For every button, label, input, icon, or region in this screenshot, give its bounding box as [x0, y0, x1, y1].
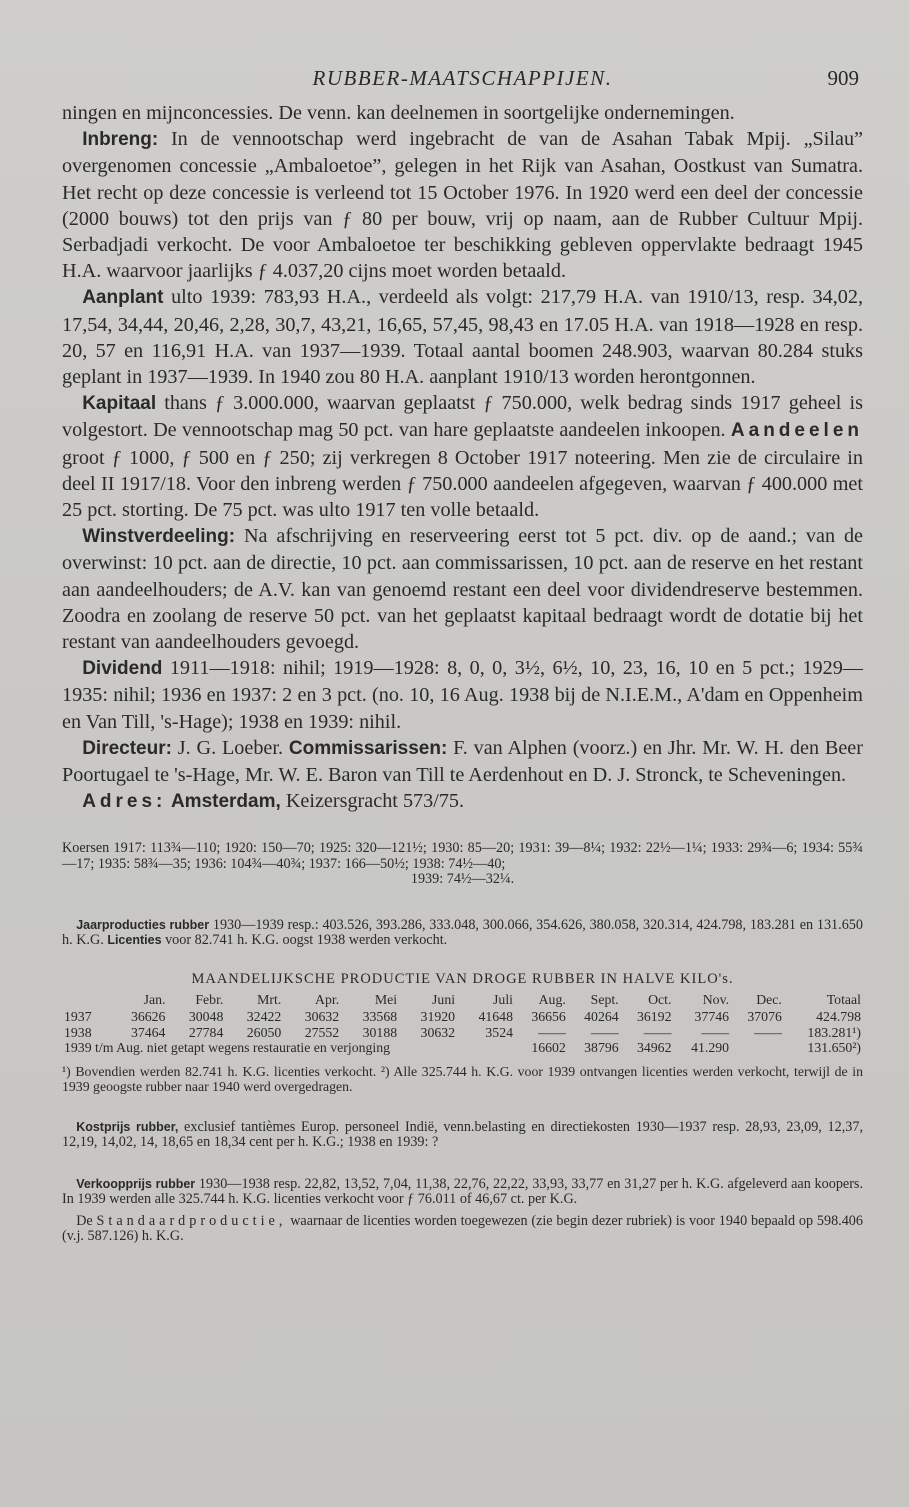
table-cell: 37746 — [694, 1009, 730, 1025]
header-cell: Nov. — [702, 991, 730, 1007]
header-cell: Febr. — [195, 991, 224, 1007]
licenties-label: Licenties — [107, 933, 162, 948]
table-cell: 27784 — [188, 1024, 224, 1040]
adres-label: Adres: — [82, 791, 167, 813]
directeur-label: Directeur: — [82, 737, 172, 759]
table-cell: 27552 — [304, 1024, 340, 1040]
table-cell: 36192 — [636, 1009, 672, 1025]
header-cell: Jan. — [143, 991, 166, 1007]
verkoopprijs-block — [62, 1177, 863, 1208]
table-row — [62, 1025, 863, 1041]
table-title: MAANDELIJKSCHE PRODUCTIE VAN DROGE RUBBER IN HALVE KILO's. — [191, 970, 734, 987]
header-cell — [62, 992, 110, 1010]
winstverdeeling-label: Winstverdeeling: — [82, 526, 236, 548]
verkoopprijs-text: 1930—1938 resp. 22,82, 13,52, 7,04, 11,38, 22,76, 22,22, 33,93, 33,77 en 31,27 per h. K.G. afgeleverd aan koopers. In 1939 werden alle 325.744 h. K.G. licenties verkocht voor ƒ 76.011 of 46,67 ct. per K.G. — [62, 1175, 863, 1208]
licenties-text: voor 82.741 h. K.G. oogst 1938 werden verkocht. — [161, 932, 448, 949]
table-cell: 30188 — [362, 1024, 398, 1040]
paragraph-kapitaal — [62, 390, 863, 523]
table-cell: 36656 — [531, 1009, 566, 1025]
table-cell: 16602 — [531, 1040, 566, 1056]
table-cell: 37076 — [747, 1009, 782, 1025]
table-cell: 38796 — [584, 1040, 619, 1056]
paragraph-directie — [62, 735, 863, 788]
table-note-cell: 1939 t/m Aug. niet getapt wegens restauratie en verjonging — [64, 1040, 391, 1056]
header-cell: Sept. — [590, 991, 619, 1007]
standaard-block — [62, 1214, 863, 1245]
table-cell: —— — [643, 1024, 672, 1040]
table-cell: 36626 — [130, 1009, 166, 1025]
table-row — [62, 1009, 863, 1025]
table-footnote: ¹) Bovendien werden 82.741 h. K.G. licenties verkocht. ²) Alle 325.744 h. K.G. voor 1939 ontvangen licenties werden verkocht, terwijl de in 1939 geoogste rubber naar 1940 werd overgedragen. — [62, 1063, 863, 1094]
table-cell: 3524 — [485, 1024, 513, 1040]
header-cell: Dec. — [756, 991, 782, 1007]
aandeelen-text: groot ƒ 1000, ƒ 500 en ƒ 250; zij verkregen 8 October 1917 noteering. Men zie de circulaire in deel II 1917/18. Voor den inbreng werden ƒ 750.000 aandeelen afgegeven, waarvan ƒ 400.000 met 25 pct. storting. De 75 pct. was ulto 1917 ten volle betaald. — [62, 446, 863, 522]
table-cell: 32422 — [246, 1009, 282, 1025]
table-cell: —— — [754, 1024, 782, 1040]
jaarproductie-label: Jaarproducties rubber — [76, 917, 210, 932]
table-cell: 34962 — [636, 1040, 672, 1056]
table-cell: 30048 — [188, 1009, 224, 1025]
jaarproductie-text: 1930—1939 resp.: 403.526, 393.286, 333.048, 300.066, 354.626, 380.058, 320.314, 424.798, 183.281 en 131.650 h. K.G. — [62, 916, 863, 949]
header-cell: Aug. — [538, 991, 566, 1007]
table-cell: 1937 — [64, 1009, 92, 1025]
table-cell: 33568 — [362, 1009, 398, 1025]
adres-city: Amsterdam, — [166, 791, 281, 813]
table-cell: 30632 — [304, 1009, 340, 1025]
header-cell: Oct. — [648, 991, 672, 1007]
header-cell: Mei — [374, 991, 398, 1007]
paragraph-intro — [62, 100, 863, 126]
aandeelen-label: Aandeelen — [730, 420, 863, 442]
production-table — [62, 992, 863, 1056]
table-cell: 26050 — [246, 1024, 282, 1040]
paragraph-aanplant — [62, 284, 863, 390]
commissarissen-text: F. van Alphen (voorz.) en Jhr. Mr. W. H. den Beer Poortugael te 's-Hage, Mr. W. E. Baron van Till te Aerdenhout en D. J. Stronck, te Scheveningen. — [62, 736, 863, 787]
header-cell: Juni — [432, 991, 456, 1007]
dividend-text: 1911—1918: nihil; 1919—1928: 8, 0, 0, 3½, 6½, 10, 23, 16, 10 en 5 pct.; 1929—1935: nihil; 1936 en 1937: 2 en 3 pct. (no. 10, 16 Aug. 1938 bij de N.I.E.M., A'dam en Oppenheim en Van Till, 's-Hage); 1938 en 1939: nihil. — [62, 657, 863, 733]
jaarproductie-block — [62, 918, 863, 949]
paragraph-winstverdeeling — [62, 523, 863, 655]
table-cell: —— — [538, 1024, 566, 1040]
running-head — [62, 66, 863, 96]
aanplant-label: Aanplant — [82, 287, 164, 309]
kapitaal-text: thans ƒ 3.000.000, waarvan geplaatst ƒ 750.000, welk bedrag sinds 1917 geheel is volgestort. De vennootschap mag 50 pct. van hare geplaatste aandeelen inkoopen. — [62, 392, 863, 442]
adres-text: Keizersgracht 573/75. — [280, 790, 465, 813]
table-cell: 1938 — [64, 1024, 92, 1040]
standaard-text: waarnaar de licenties worden toegewezen (zie begin dezer rubriek) is voor 1940 bepaald op 598.406 (v.j. 587.126) h. K.G. — [62, 1212, 863, 1245]
table-cell: 30632 — [420, 1024, 456, 1040]
table-cell — [731, 1040, 784, 1056]
kostprijs-block — [62, 1120, 863, 1151]
kostprijs-label: Kostprijs rubber, — [76, 1119, 179, 1134]
table-cell: 31920 — [420, 1009, 456, 1025]
table-cell: 424.798 — [816, 1009, 861, 1025]
intro-text: ningen en mijnconcessies. De venn. kan deelnemen in soortgelijke ondernemingen. — [62, 102, 735, 124]
header-cell: Apr. — [315, 991, 340, 1007]
kapitaal-label: Kapitaal — [82, 393, 157, 415]
koersen-line: Koersen 1917: 113¾—110; 1920: 150—70; 1925: 320—121½; 1930: 85—20; 1931: 39—8¼; 1932: 22½—1¼; 1933: 29¾—6; 1934: 55¾—17; 1935: 58¾—35; 1936: 104¾—40¾; 1937: 166—50½; 1938: 74½—40; — [62, 840, 863, 872]
main-text — [62, 100, 863, 815]
commissarissen-label: Commissarissen: — [288, 737, 448, 759]
header-cell: Totaal — [826, 991, 861, 1007]
aanplant-text: ulto 1939: 783,93 H.A., verdeeld als volgt: 217,79 H.A. van 1910/13, resp. 34,02, 17,54, 34,44, 20,46, 2,28, 30,7, 43,21, 16,65, 57,45, 98,43 en 17.05 H.A. van 1918—1928 en resp. 20, 57 en 116,91 H.A. van 1937—1939. Totaal aantal boomen 248.903, waarvan 80.284 stuks geplant in 1937—1939. In 1940 zou 80 H.A. aanplant 1910/13 worden herontgonnen. — [62, 286, 863, 389]
page-title: RUBBER-MAATSCHAPPIJEN. — [312, 66, 613, 90]
table-cell: —— — [701, 1024, 730, 1040]
table-header-row — [62, 992, 863, 1010]
header-cell: Juli — [493, 991, 513, 1007]
paragraph-adres — [62, 788, 863, 815]
directeur-text: J. G. Loeber. — [171, 736, 289, 759]
winstverdeeling-text: Na afschrijving en reserveering eerst tot 5 pct. div. op de aand.; van de overwinst: 10 pct. aan de directie, 10 pct. aan commissarissen, 10 pct. aan de reserve en het restant aan aandeelhouders; de A.V. kan van genoemd restant een deel voor dividendreserve bestemmen. Zoodra en zoolang de reserve 50 pct. van het geplaatst kapitaal bedraagt wordt de dotatie bij het restant van aandeelhouders gevoegd. — [62, 525, 863, 654]
verkoopprijs-label: Verkoopprijs rubber — [76, 1176, 196, 1191]
table-cell: —— — [591, 1024, 619, 1040]
inbreng-label: Inbreng: — [82, 129, 159, 151]
header-cell: Mrt. — [257, 991, 282, 1007]
dividend-label: Dividend — [82, 658, 163, 680]
table-row — [62, 1040, 863, 1056]
koersen-block — [62, 841, 863, 888]
kostprijs-text: exclusief tantièmes Europ. personeel Indië, venn.belasting en directiekosten 1930—1937 resp. 28,93, 23,09, 12,37, 12,19, 14,02, 14, 18,65 en 18,34 cent per h. K.G.; 1938 en 1939: ? — [62, 1118, 863, 1151]
table-cell: 41648 — [478, 1009, 513, 1025]
table-cell: 40264 — [584, 1009, 619, 1025]
table-cell: 131.650²) — [807, 1040, 861, 1056]
paragraph-dividend — [62, 655, 863, 735]
table-cell: 41.290 — [691, 1040, 730, 1056]
standaard-term: Standaardproductie, — [96, 1212, 287, 1229]
page-number: 909 — [827, 66, 859, 90]
table-cell: 183.281¹) — [807, 1024, 861, 1040]
paragraph-inbreng — [62, 126, 863, 284]
table-cell: 37464 — [130, 1024, 166, 1040]
standaard-prefix: De — [76, 1212, 97, 1229]
koersen-line-end: 1939: 74½—32¼. — [410, 871, 515, 888]
inbreng-text: In de vennootschap werd ingebracht de van de Asahan Tabak Mpij. „Silau” overgenomen concessie „Ambaloetoe”, gelegen in het Rijk van Asahan, Oostkust van Sumatra. Het recht op deze concessie is verleend tot 15 October 1976. In 1920 werd een deel der concessie (2000 bouws) tot den prijs van ƒ 80 per bouw, vrij op naam, aan de Rubber Cultuur Mpij. Serbadjadi verkocht. De voor Ambaloetoe ter beschikking gebleven oppervlakte bedraagt 1945 H.A. waarvoor jaarlijks ƒ 4.037,20 cijns moet worden betaald. — [62, 128, 863, 283]
